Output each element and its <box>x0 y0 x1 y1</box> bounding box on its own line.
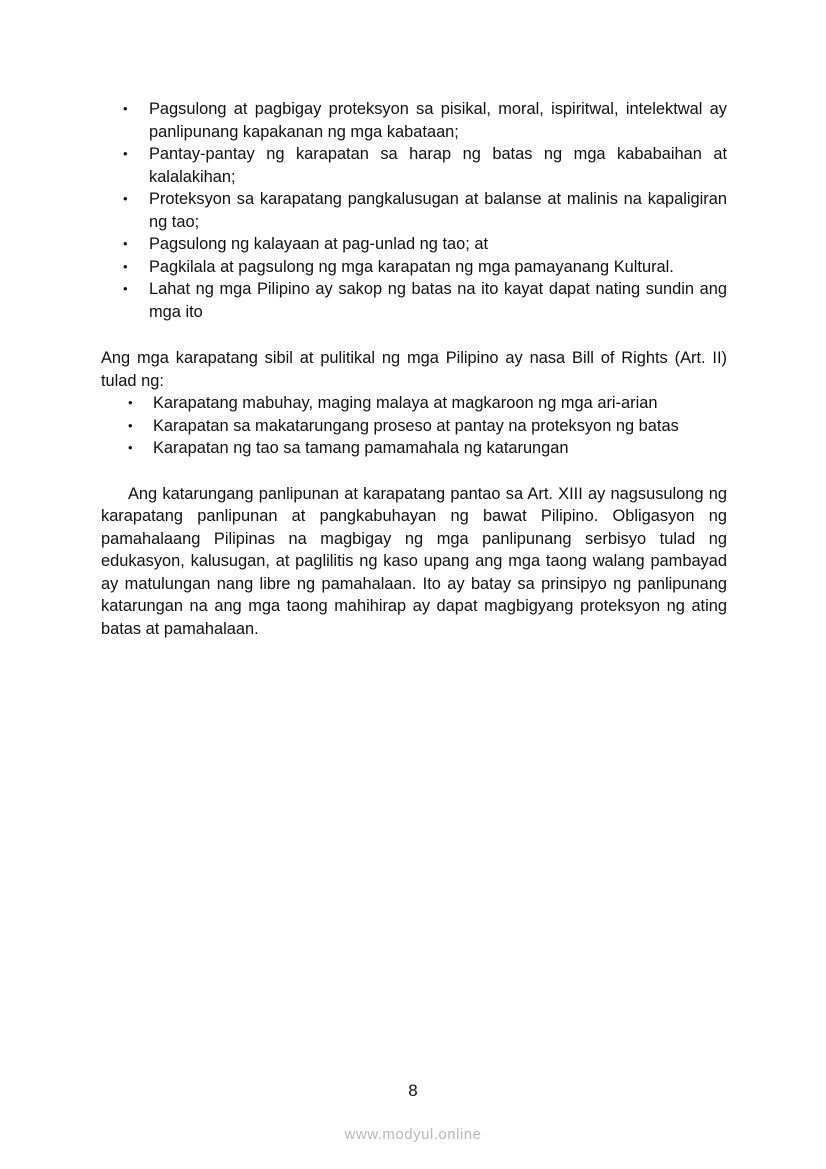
list-item <box>101 98 727 143</box>
bullet-icon: • <box>128 395 133 410</box>
list-item <box>101 256 727 279</box>
list-item <box>101 392 727 415</box>
social-justice-paragraph: Ang katarungang panlipunan at karapatang pantao sa Art. XIII ay nagsusulong ng karapatang panlipunan at pangkabuhayan ng bawat Pilipino. Obligasyon ng pamahalaang Pilipinas na magbigay ng mga panlipunang serbisyo tulad ng edukasyon, kalusugan, at paglilitis ng kaso upang ang mga taong walang pambayad ay matulungan nang libre ng pamahalaan. Ito ay batay sa prinsipyo ng panlipunang katarungan na ang mga taong mahihirap ay dapat magbigyang proteksyon ng ating batas at pamahalaan. <box>101 484 727 638</box>
list-item-text: Karapatan ng tao sa tamang pamamahala ng katarungan <box>153 439 569 457</box>
list-item <box>101 437 727 460</box>
bullet-icon: • <box>128 440 133 455</box>
rights-bullet-list <box>101 98 727 323</box>
list-item-text: Pagsulong at pagbigay proteksyon sa pisikal, moral, ispiritwal, intelektwal ay panlipunang kapakanan ng mga kabataan; <box>149 100 727 141</box>
page-number: 8 <box>408 1081 418 1100</box>
list-item <box>101 278 727 323</box>
civil-political-rights-paragraph: Ang mga karapatang sibil at pulitikal ng mga Pilipino ay nasa Bill of Rights (Art. II) tulad ng: <box>101 349 727 390</box>
list-item-text: Karapatang mabuhay, maging malaya at magkaroon ng mga ari-arian <box>153 394 658 412</box>
list-item-text: Lahat ng mga Pilipino ay sakop ng batas na ito kayat dapat nating sundin ang mga ito <box>149 280 727 321</box>
bullet-icon: • <box>128 417 133 433</box>
bill-of-rights-list <box>101 392 727 460</box>
list-item <box>101 415 727 438</box>
bullet-icon: • <box>123 191 128 206</box>
bullet-icon: • <box>123 101 128 116</box>
list-item-text: Proteksyon sa karapatang pangkalusugan at balanse at malinis na kapaligiran ng tao; <box>149 190 727 231</box>
bullet-icon: • <box>123 236 128 251</box>
bullet-icon: • <box>123 258 128 274</box>
list-item <box>101 143 727 188</box>
list-item-text: Pagsulong ng kalayaan at pag-unlad ng tao; at <box>149 235 489 253</box>
list-item-text: Pantay-pantay ng karapatan sa harap ng batas ng mga kababaihan at kalalakihan; <box>149 145 727 186</box>
list-item <box>101 188 727 233</box>
bullet-icon: • <box>123 146 128 161</box>
bullet-icon: • <box>123 281 128 296</box>
list-item-text: Karapatan sa makatarungang proseso at pantay na proteksyon ng batas <box>153 416 679 435</box>
watermark: www.modyul.online <box>344 1126 482 1143</box>
page-content <box>101 98 727 640</box>
list-item <box>101 233 727 256</box>
list-item-text: Pagkilala at pagsulong ng mga karapatan ng mga pamayanang Kultural. <box>149 257 674 276</box>
